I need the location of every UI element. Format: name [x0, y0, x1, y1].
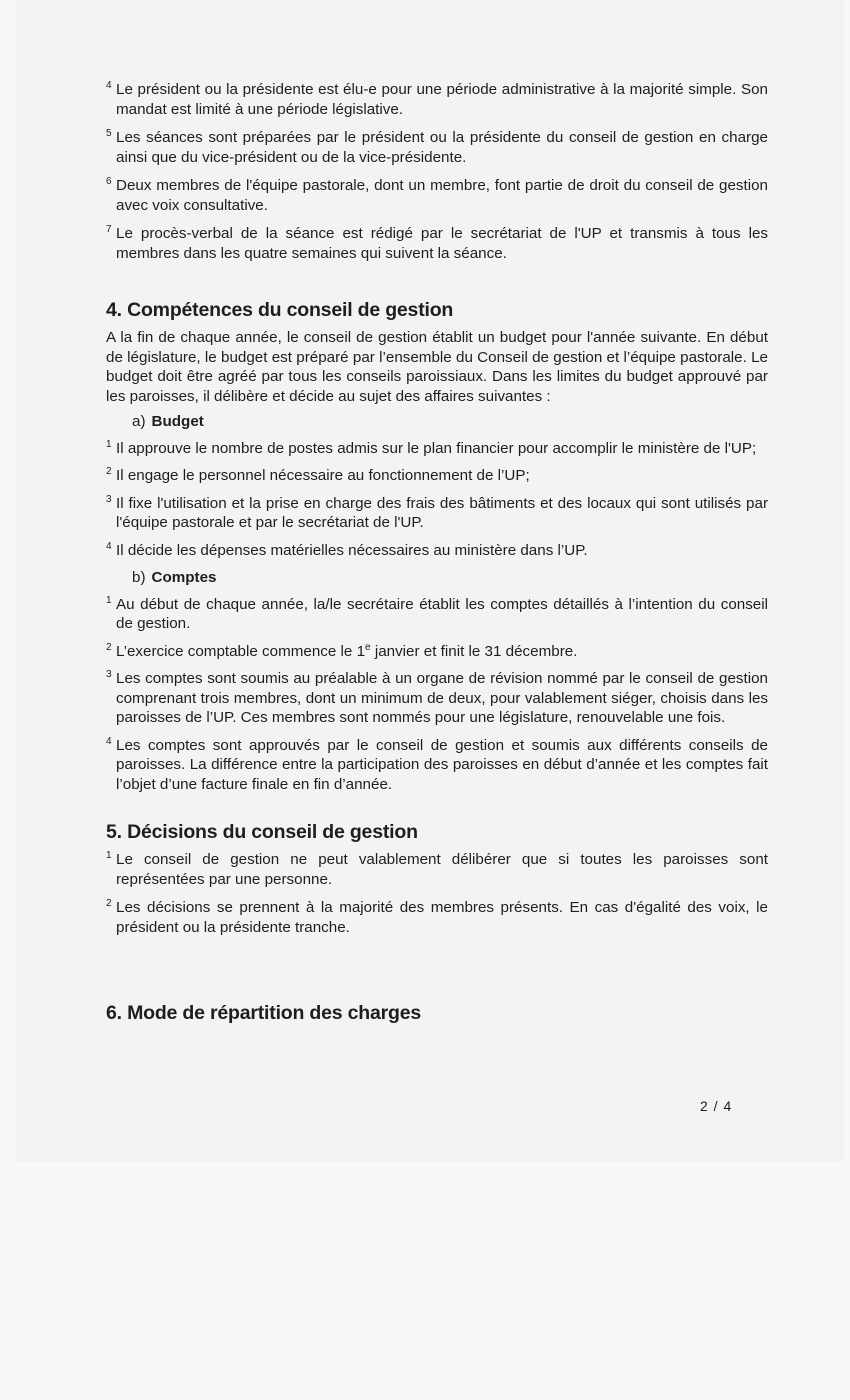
subsection-title: Comptes: [151, 569, 217, 586]
paragraph-number: 4: [106, 735, 112, 747]
paragraph-text: Le conseil de gestion ne peut valablement délibérer que si toutes les paroisses sont représentées par une personne.: [116, 851, 768, 888]
paragraph-text: Le procès-verbal de la séance est rédigé par le secrétariat de l'UP et transmis à tous les membres dans les quatre semaines qui suivent la séance.: [116, 225, 768, 262]
subsection-comptes-heading: [132, 568, 768, 588]
section-5-list: [106, 850, 768, 937]
paragraph-text: Il fixe l'utilisation et la prise en charge des frais des bâtiments et des locaux qui sont utilisés par l'équipe pastorale et par le secrétariat de l'UP.: [116, 494, 768, 531]
budget-item-2: [106, 466, 768, 486]
subsection-letter: a): [132, 413, 146, 430]
document-body: [106, 80, 768, 1025]
ordinal-superscript: e: [365, 641, 371, 653]
top-paragraphs: [106, 80, 768, 263]
paragraph-text: Il décide les dépenses matérielles nécessaires au ministère dans l’UP.: [116, 541, 588, 559]
page-number: 2 / 4: [700, 1098, 733, 1114]
paragraph-number: 5: [106, 128, 112, 139]
decision-item-2: [106, 898, 768, 937]
subsection-budget-heading: [132, 412, 768, 432]
paragraph-text: Les comptes sont soumis au préalable à un organe de révision nommé par le conseil de gestion comprenant trois membres, dont un minimum de deux, pour valablement siéger, choisis dans les paroisses de l’UP. Ces membres sont nommés pour une législature, renouvelable une fois.: [116, 670, 768, 726]
comptes-item-4: [106, 736, 768, 795]
section-6-heading: 6. Mode de répartition des charges: [106, 1002, 422, 1024]
paragraph-text-start: L’exercice comptable commence le 1: [116, 642, 366, 660]
paragraph-text: Deux membres de l'équipe pastorale, dont un membre, font partie de droit du conseil de gestion avec voix consultative.: [116, 177, 768, 214]
paragraph-number: 6: [106, 176, 112, 187]
budget-list: [106, 439, 768, 561]
decision-item-1: [106, 850, 768, 889]
section-5-heading: 5. Décisions du conseil de gestion: [106, 821, 418, 843]
paragraph-text: Les comptes sont approuvés par le conseil de gestion et soumis aux différents conseils de paroisses. La différence entre la participation des paroisses en début d’année et les comptes fait l’objet d’une facture finale en fin d’année.: [116, 736, 768, 793]
paragraph-number: 2: [106, 641, 112, 653]
paragraph-number: 1: [106, 594, 112, 606]
paragraph-5: [106, 128, 768, 167]
comptes-item-1: [106, 595, 768, 634]
section-4-intro: A la fin de chaque année, le conseil de gestion établit un budget pour l'année suivante. En début de législature, le budget est préparé par l’ensemble du Conseil de gestion et l’équipe pastorale. Le budget doit être agréé par tous les conseils paroissiaux. Dans les limites du budget approuvé par les paroisses, il délibère et décide au sujet des affaires suivantes :: [106, 329, 768, 405]
paragraph-text: Il engage le personnel nécessaire au fonctionnement de l’UP;: [116, 467, 530, 484]
comptes-list: [106, 595, 768, 795]
paragraph-number: 3: [106, 669, 112, 680]
budget-item-3: [106, 494, 768, 533]
comptes-item-3: [106, 669, 768, 728]
subsection-letter: b): [132, 569, 146, 586]
paragraph-number: 7: [106, 224, 112, 235]
paragraph-text: Le président ou la présidente est élu-e pour une période administrative à la majorité simple. Son mandat est limité à une période législative.: [116, 81, 768, 118]
paragraph-number: 1: [106, 850, 112, 861]
paragraph-number: 2: [106, 466, 112, 477]
budget-item-4: [106, 541, 768, 561]
paragraph-number: 4: [106, 80, 112, 91]
paragraph-text: Au début de chaque année, la/le secrétaire établit les comptes détaillés à l’intention du conseil de gestion.: [116, 595, 768, 632]
paragraph-text: Il approuve le nombre de postes admis sur le plan financier pour accomplir le ministère de l'UP;: [116, 439, 757, 457]
paragraph-text: Les décisions se prennent à la majorité des membres présents. En cas d'égalité des voix, le président ou la présidente tranche.: [116, 899, 768, 936]
paragraph-6: [106, 176, 768, 215]
section-4-heading: 4. Compétences du conseil de gestion: [106, 299, 454, 321]
paragraph-number: 2: [106, 898, 112, 909]
paragraph-number: 1: [106, 438, 112, 450]
paragraph-text-end: janvier et finit le 31 décembre.: [370, 642, 578, 660]
comptes-item-2: [106, 642, 768, 662]
paragraph-number: 4: [106, 540, 112, 552]
paragraph-number: 3: [106, 493, 112, 505]
budget-item-1: [106, 439, 768, 459]
subsection-title: Budget: [151, 413, 204, 430]
paragraph-7: [106, 224, 768, 263]
paragraph-4: [106, 80, 768, 119]
paragraph-text: Les séances sont préparées par le président ou la présidente du conseil de gestion en charge ainsi que du vice-président ou de la vice-présidente.: [116, 129, 768, 166]
